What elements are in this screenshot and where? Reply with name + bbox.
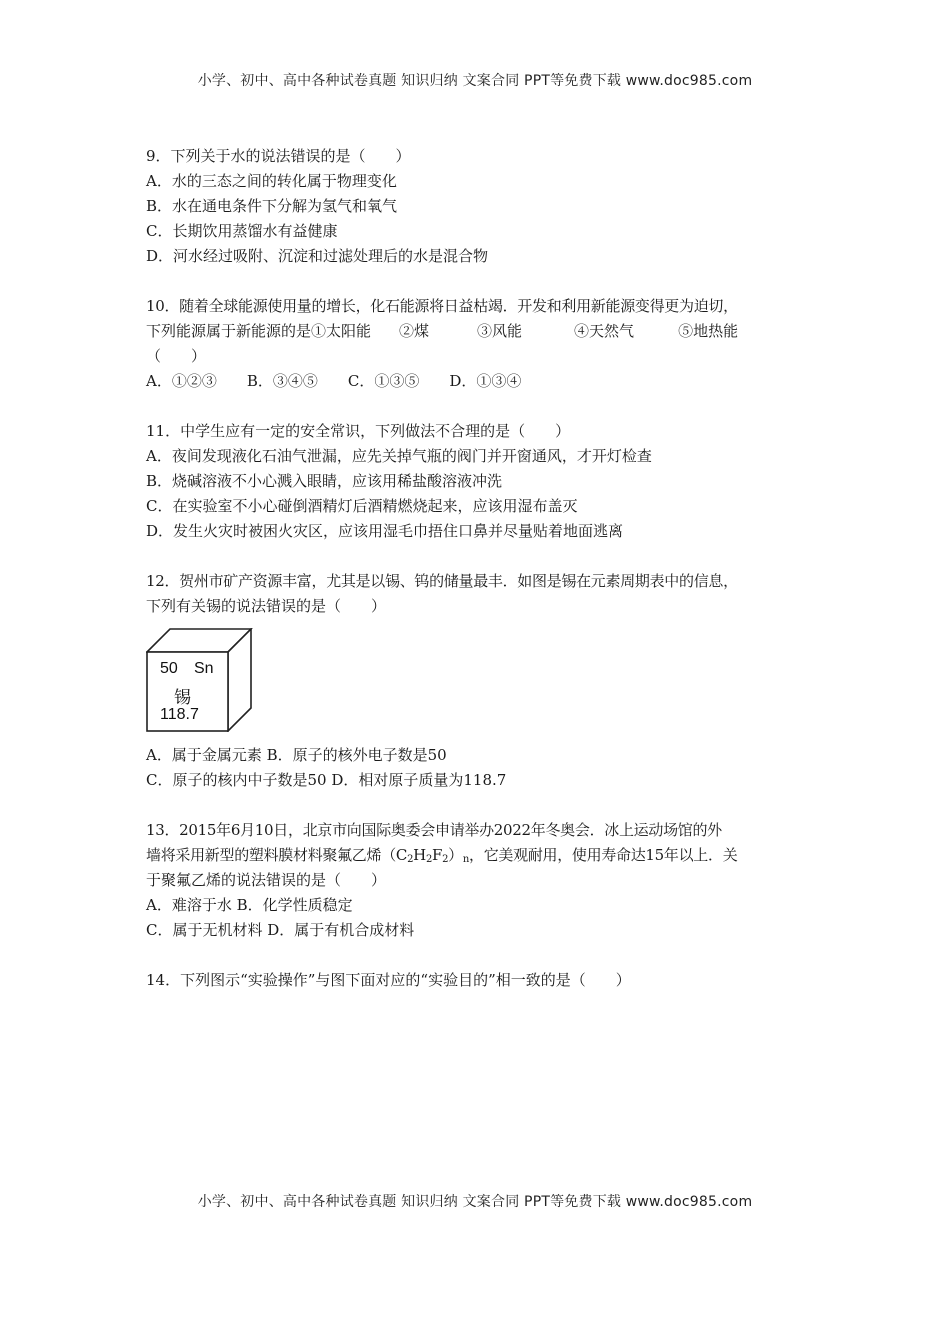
q10-choice-wind: ③风能 (477, 322, 523, 340)
q10-stem-line2 (146, 321, 826, 341)
q13-stem-line2 (146, 845, 826, 870)
q11-option-a: A．夜间发现液化石油气泄漏，应先关掉气瓶的阀门并开窗通风，才开灯检查 (146, 447, 652, 465)
q13-options-ab: A．难溶于水 B．化学性质稳定 (146, 896, 353, 914)
page-footer: 小学、初中、高中各种试卷真题 知识归纳 文案合同 PPT等免费下载 www.doc985.com (197, 1194, 753, 1210)
tin-element-tile (146, 628, 254, 732)
q10-options: A．①②③ B．③④⑤ C．①③⑤ D．①③④ (146, 372, 522, 390)
q14-stem: 14．下列图示“实验操作”与图下面对应的“实验目的”相一致的是（ ） (146, 971, 631, 989)
atomic-mass: 118.7 (160, 706, 199, 723)
q13-text-a: 墙将采用新型的塑料膜材料聚氟乙烯（C (146, 846, 408, 864)
atomic-number: 50 (160, 660, 178, 677)
q13-stem-line1: 13．2015年6月10日，北京市向国际奥委会申请举办2022年冬奥会．冰上运动场馆的外 (146, 821, 722, 839)
q13-sub-c: 2 (407, 854, 414, 865)
q9-option-a: A．水的三态之间的转化属于物理变化 (146, 172, 397, 190)
q10-intro: 下列能源属于新能源的是①太阳能 (146, 322, 372, 340)
q12-stem-line1: 12．贺州市矿产资源丰富，尤其是以锡、钨的储量最丰．如图是锡在元素周期表中的信息， (146, 572, 738, 590)
q13-sub-n: n (462, 854, 470, 865)
q13-sub-h: 2 (425, 854, 432, 865)
q11-option-d: D．发生火灾时被困火灾区，应该用湿毛巾捂住口鼻并尽量贴着地面逃离 (146, 522, 624, 540)
q12-options-cd: C．原子的核内中子数是50 D．相对原子质量为118.7 (146, 771, 507, 789)
q10-choice-gas: ④天然气 (574, 322, 635, 340)
q13-text-e: ，它美观耐用，使用寿命达15年以上．关 (469, 846, 738, 864)
q10-choice-coal: ②煤 (399, 322, 430, 340)
q12-options-ab: A．属于金属元素 B．原子的核外电子数是50 (146, 746, 447, 764)
q13-sub-f: 2 (442, 854, 449, 865)
q10-paren: （ ） (146, 347, 207, 365)
q9-stem: 9．下列关于水的说法错误的是（ ） (146, 147, 411, 165)
element-name: 锡 (174, 688, 191, 708)
q11-option-c: C．在实验室不小心碰倒酒精灯后酒精燃烧起来，应该用湿布盖灭 (146, 497, 578, 515)
q13-text-h: H (413, 846, 426, 864)
q11-stem: 11．中学生应有一定的安全常识，下列做法不合理的是（ ） (146, 422, 571, 440)
q9-option-c: C．长期饮用蒸馏水有益健康 (146, 222, 338, 240)
q9-option-d: D．河水经过吸附、沉淀和过滤处理后的水是混合物 (146, 247, 489, 265)
q10-stem-line1: 10．随着全球能源使用量的增长，化石能源将日益枯竭．开发和利用新能源变得更为迫切， (146, 297, 738, 315)
q13-options-cd: C．属于无机材料 D．属于有机合成材料 (146, 921, 415, 939)
q13-stem-line3: 于聚氟乙烯的说法错误的是（ ） (146, 871, 387, 889)
q11-option-b: B．烧碱溶液不小心溅入眼睛，应该用稀盐酸溶液冲洗 (146, 472, 503, 490)
page-header: 小学、初中、高中各种试卷真题 知识归纳 文案合同 PPT等免费下载 www.doc985.com (197, 73, 753, 89)
q10-choice-geothermal: ⑤地热能 (678, 322, 739, 340)
element-symbol: Sn (194, 660, 214, 677)
q13-text-paren: ） (448, 846, 463, 864)
q13-text-f: F (432, 846, 443, 864)
q9-option-b: B．水在通电条件下分解为氢气和氧气 (146, 197, 398, 215)
q12-stem-line2: 下列有关锡的说法错误的是（ ） (146, 597, 387, 615)
